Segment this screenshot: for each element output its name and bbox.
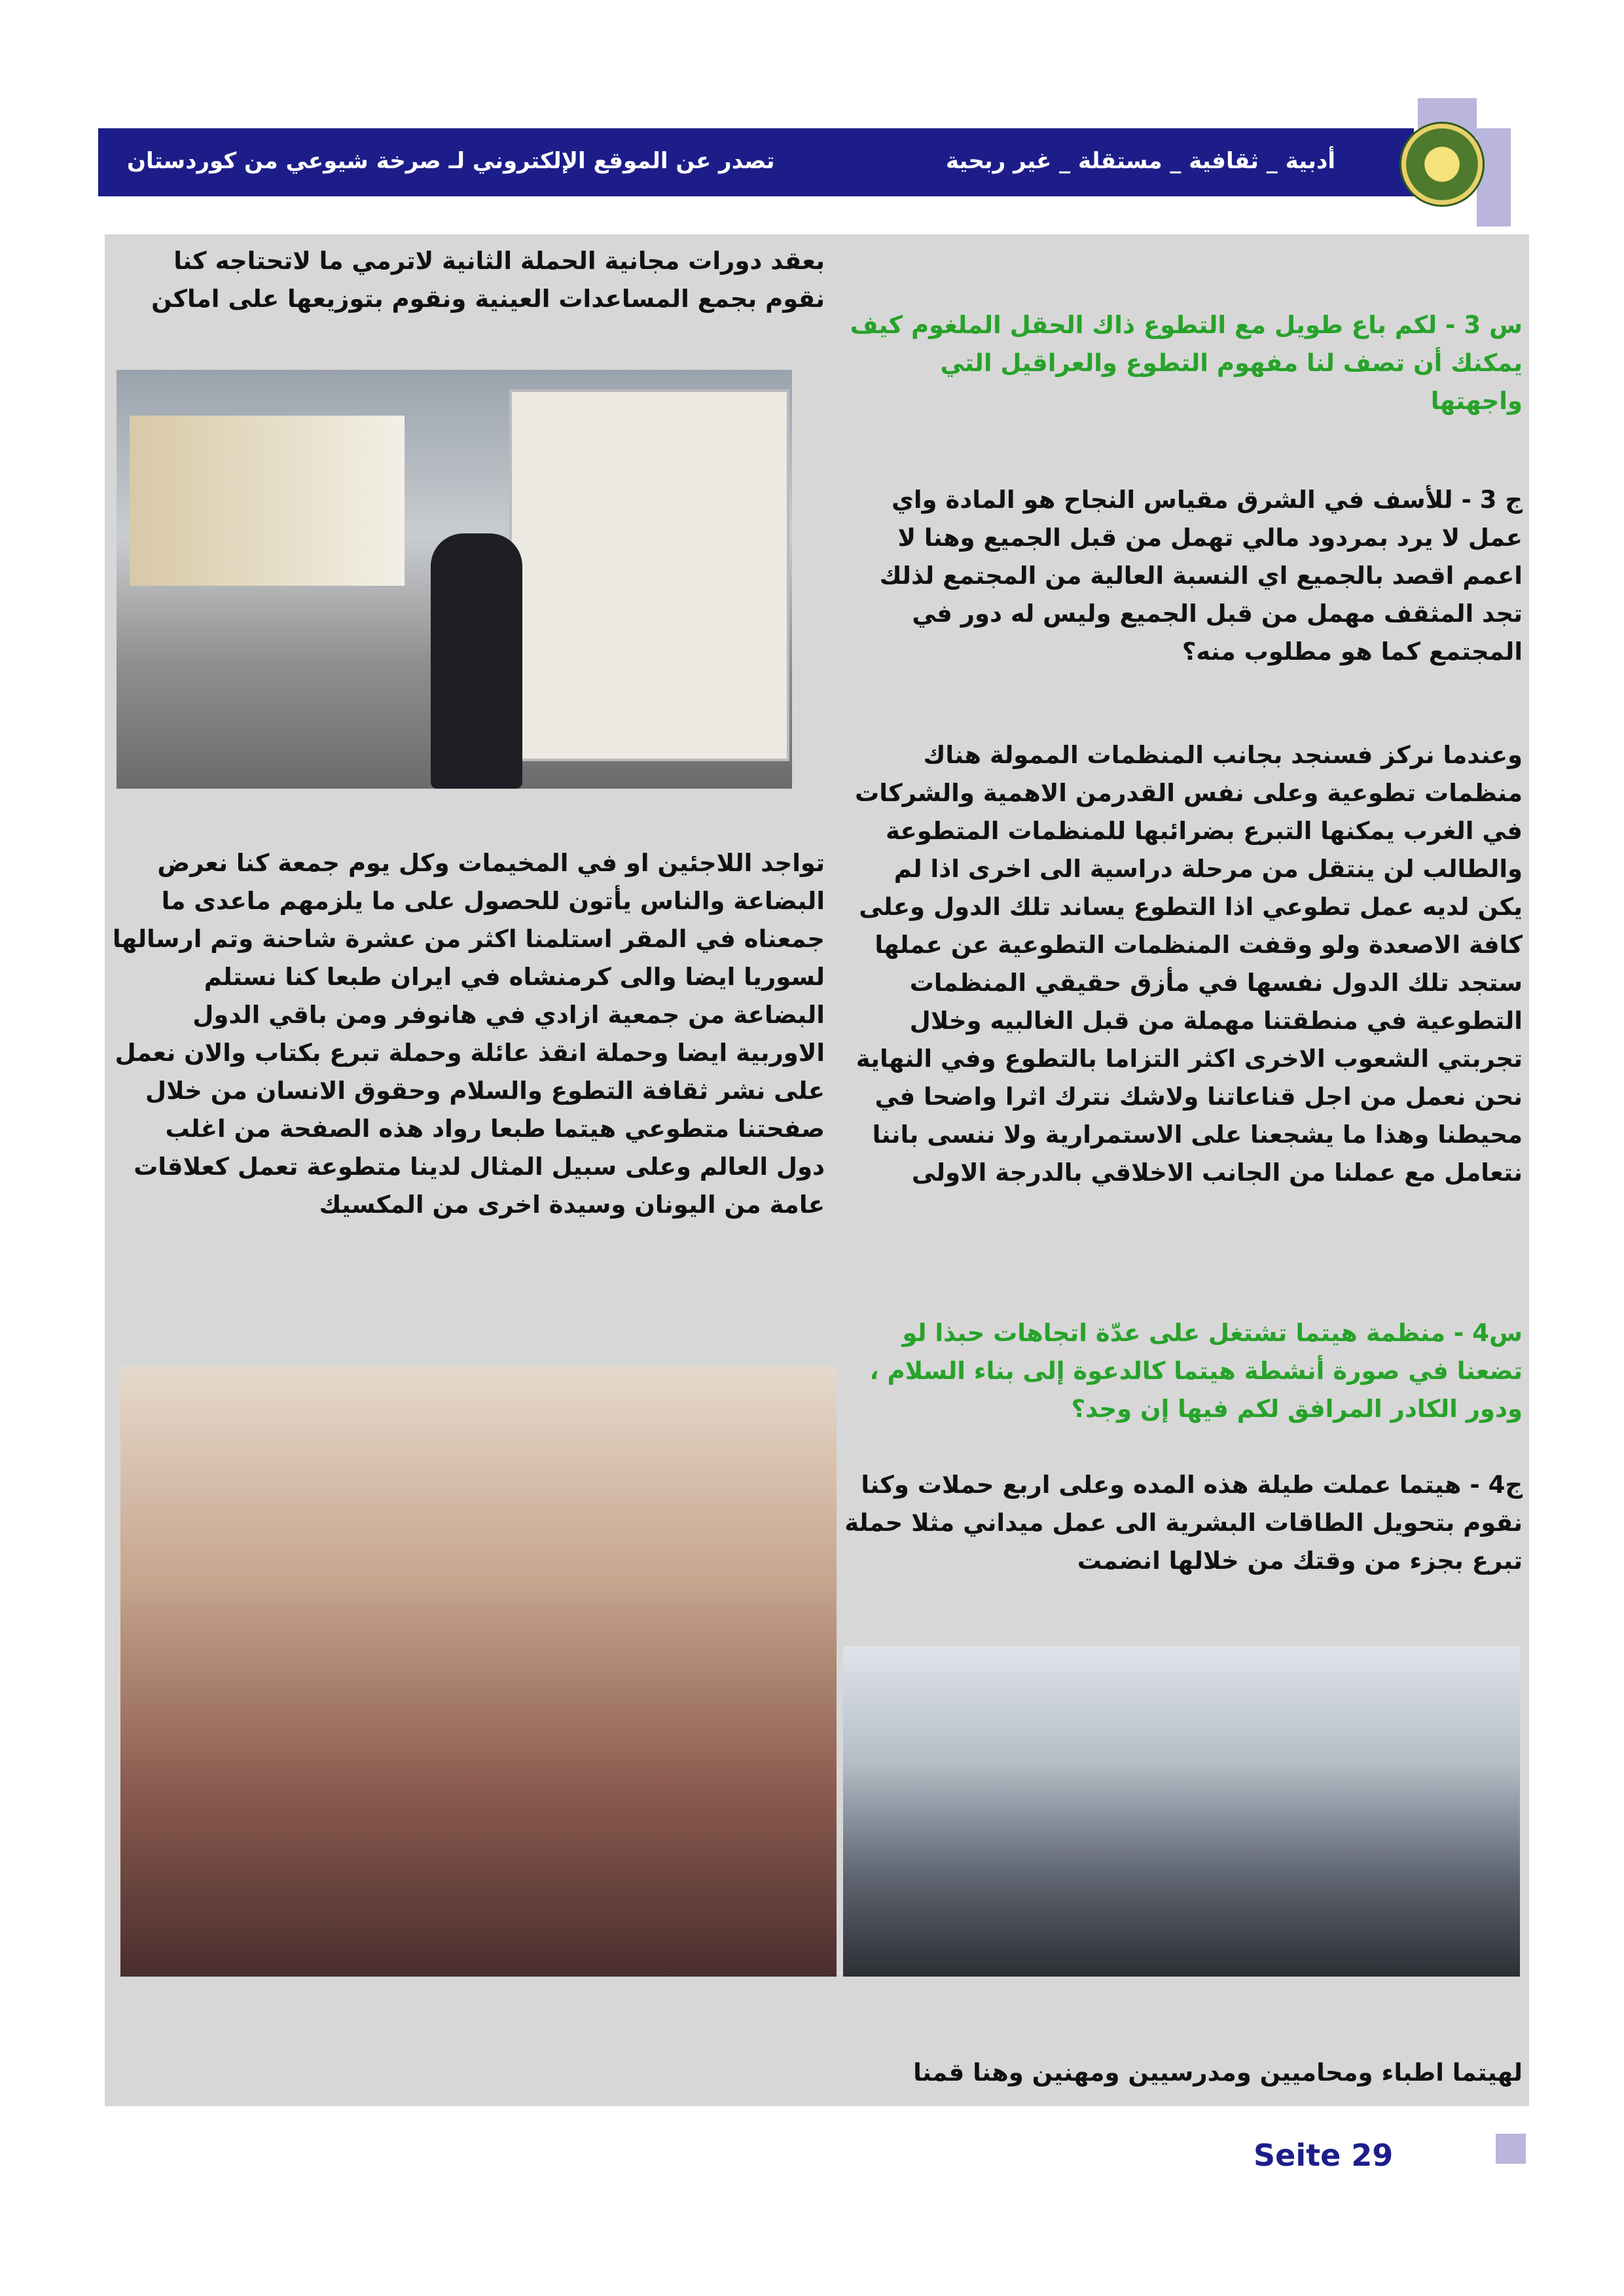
decor-square-bottom <box>1496 2134 1526 2164</box>
classroom-photo <box>843 1646 1520 1977</box>
magazine-logo-icon <box>1399 122 1485 207</box>
question-4: س4 - منظمة هيتما تشتغل على عدّة اتجاهات حبذا لو تضعنا في صورة أنشطة هيتما كالدعوة إلى بناء السلام ، ودور الكادر المرافق لكم فيها إن وجد؟ <box>869 1319 1523 1423</box>
page-number: Seite 29 <box>1254 2138 1394 2173</box>
truck-photo <box>117 370 792 789</box>
answer-3-continued: وعندما نركز فسنجد بجانب المنظمات الممولة هناك منظمات تطوعية وعلى نفس القدرمن الاهمية والشركات في الغرب يمكنها التبرع بضرائبها للمنظمات المتطوعة والطالب لن ينتقل من مرحلة دراسية الى اخرى اذا لم يكن لديه عمل تطوعي اذا التطوع يساند تلك الدول وعلى كافة الاصعدة ولو وقفت المنظمات التطوعية عن عملها ستجد تلك الدول نفسها في مأزق حقيقي المنظمات التطوعية في منطقتنا مهملة من قبل الغالبيه وخلال تجربتي الشعوب الاخرى اكثر التزاما بالتطوع وفي النهاية نحن نعمل من اجل قناعاتنا ولاشك نترك اثرا واضحا في محيطنا وهذا ما يشجعنا على الاستمرارية ولا ننسى باننا نتعامل مع عملنا من الجانب الاخلاقي بالدرجة الاولى <box>855 741 1523 1187</box>
question-3: س 3 - لكم باع طويل مع التطوع ذاك الحقل الملغوم كيف يمكنك أن تصف لنا مفهوم التطوع والعراقيل التي واجهتها <box>850 311 1523 415</box>
children-group-photo <box>120 1367 837 1977</box>
left-middle-paragraph: تواجد اللاجئين او في المخيمات وكل يوم جمعة كنا نعرض البضاعة والناس يأتون للحصول على ما يلزمهم ماعدى ما جمعناه في المقر استلمنا اكثر من عشرة شاحنة وتم ارسالها لسوريا ايضا والى كرمنشاه في ايران طبعا كنا نستلم البضاعة من جمعية ازادي في هانوفر ومن باقي الدول الاوربية ايضا وحملة انقذ عائلة وحملة تبرع بكتاب والان نعمل على نشر ثقافة التطوع والسلام وحقوق الانسان من خلال صفحتنا متطوعي هيتما طبعا رواد هذه الصفحة من اغلب دول العالم وعلى سبيل المثال لدينا متطوعة تعمل كعلاقات عامة من اليونان وسيدة اخرى من المكسيك <box>112 849 825 1219</box>
truck-photo-person <box>431 533 522 789</box>
left-top-paragraph: بعقد دورات مجانية الحملة الثانية لاترمي ما لاتحتاجه كنا نقوم بجمع المساعدات العينية ونقوم بتوزيعها على اماكن <box>151 247 825 313</box>
header-tagline-text: أدبية _ ثقافية _ مستقلة _ غير ربحية <box>945 148 1335 174</box>
answer-4: ج4 - هيتما عملت طيلة هذه المده وعلى اربع حملات وكنا نقوم بتحويل الطاقات البشرية الى عمل ميداني مثلا حملة تبرع بجزء من وقتك من خلالها انضمت <box>844 1471 1523 1575</box>
bottom-line: لهيتما اطباء ومحاميين ومدرسيين ومهنين وهنا قمنا <box>913 2058 1523 2087</box>
truck-photo-vehicle <box>130 416 405 586</box>
header-bar <box>98 128 1414 196</box>
header-source-text: تصدر عن الموقع الإلكتروني لـ صرخة شيوعي من كوردستان <box>127 148 775 174</box>
answer-3: ج 3 - للأسف في الشرق مقياس النجاح هو المادة واي عمل لا يرد بمردود مالي تهمل من قبل الجميع وهنا لا اعمم اقصد بالجميع اي النسبة العالية من المجتمع لذلك تجد المثقف مهمل من قبل الجميع وليس له دور في المجتمع كما هو مطلوب منه؟ <box>879 486 1523 666</box>
truck-photo-trailer <box>509 389 789 761</box>
